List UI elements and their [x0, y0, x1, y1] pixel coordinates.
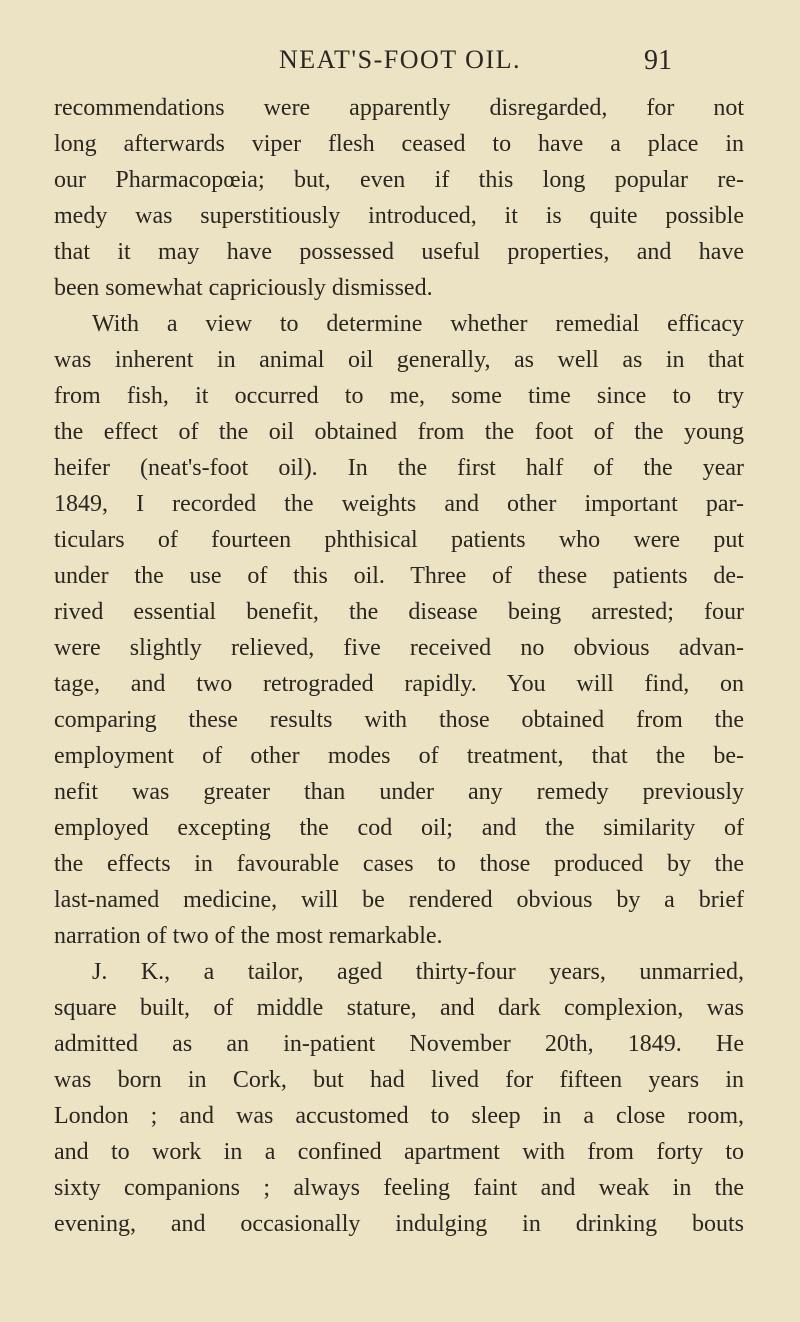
text-line: square built, of middle stature, and dark complexion, was — [54, 995, 744, 1021]
text-line: J. K., a tailor, aged thirty-four years, unmarried, — [92, 959, 744, 985]
text-line: and to work in a confined apartment with from forty to — [54, 1139, 744, 1165]
text-line: ticulars of fourteen phthisical patients who were put — [54, 527, 744, 553]
text-line: employed excepting the cod oil; and the similarity of — [54, 815, 744, 841]
text-line: long afterwards viper flesh ceased to have a place in — [54, 131, 744, 157]
text-line: With a view to determine whether remedial efficacy — [92, 311, 744, 337]
text-line: our Pharmacopœia; but, even if this long popular re- — [54, 167, 744, 193]
text-line: recommendations were apparently disregarded, for not — [54, 95, 744, 121]
text-line: admitted as an in-patient November 20th, 1849. He — [54, 1031, 744, 1057]
page-number: 91 — [644, 45, 672, 76]
text-line: been somewhat capriciously dismissed. — [54, 275, 433, 301]
text-line: narration of two of the most remarkable. — [54, 923, 443, 949]
text-line: comparing these results with those obtained from the — [54, 707, 744, 733]
text-line: was inherent in animal oil generally, as well as in that — [54, 347, 744, 373]
text-line: the effect of the oil obtained from the foot of the young — [54, 419, 744, 445]
running-header: NEAT'S-FOOT OIL. — [279, 45, 521, 74]
text-line: tage, and two retrograded rapidly. You will find, on — [54, 671, 744, 697]
text-line: sixty companions ; always feeling faint and weak in the — [54, 1175, 744, 1201]
text-line: rived essential benefit, the disease being arrested; four — [54, 599, 744, 625]
text-line: last-named medicine, will be rendered obvious by a brief — [54, 887, 744, 913]
text-line: that it may have possessed useful properties, and have — [54, 239, 744, 265]
text-line: nefit was greater than under any remedy previously — [54, 779, 744, 805]
text-line: was born in Cork, but had lived for fifteen years in — [54, 1067, 744, 1093]
text-line: under the use of this oil. Three of these patients de- — [54, 563, 744, 589]
text-line: London ; and was accustomed to sleep in a close room, — [54, 1103, 744, 1129]
text-line: employment of other modes of treatment, that the be- — [54, 743, 744, 769]
text-line: were slightly relieved, five received no obvious advan- — [54, 635, 744, 661]
text-line: heifer (neat's-foot oil). In the first half of the year — [54, 455, 744, 481]
text-line: from fish, it occurred to me, some time since to try — [54, 383, 744, 409]
text-line: medy was superstitiously introduced, it is quite possible — [54, 203, 744, 229]
text-line: evening, and occasionally indulging in drinking bouts — [54, 1211, 744, 1237]
text-line: the effects in favourable cases to those produced by the — [54, 851, 744, 877]
text-line: 1849, I recorded the weights and other important par- — [54, 491, 744, 517]
